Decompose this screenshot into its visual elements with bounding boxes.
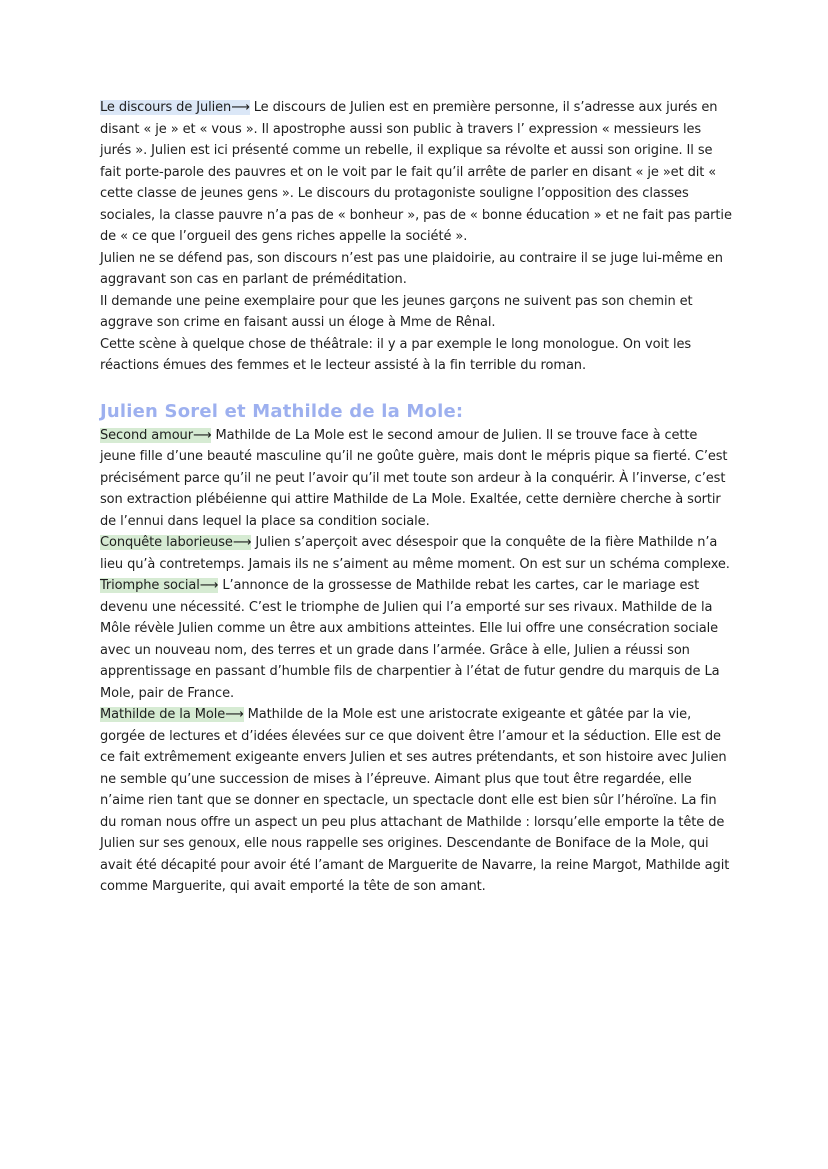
paragraph-triomphe bbox=[100, 575, 732, 704]
paragraph-text: Julien s’aperçoit avec désespoir que la conquête de la fière Mathilde n’a lieu qu’à contretemps. Jamais ils ne s’aiment au même moment. On est sur un schéma complexe. bbox=[100, 535, 730, 572]
paragraph-second-amour bbox=[100, 425, 732, 533]
document-body bbox=[100, 97, 732, 898]
highlight-label-discours: Le discours de Julien⟶ bbox=[100, 100, 250, 115]
paragraph-theatre: Cette scène à quelque chose de théâtrale: il y a par exemple le long monologue. On voit les réactions émues des femmes et le lecteur assisté à la fin terrible du roman. bbox=[100, 336, 692, 373]
paragraph-defense: Julien ne se défend pas, son discours n’est pas une plaidoirie, au contraire il se juge lui-même en aggravant son cas en parlant de préméditation. bbox=[100, 250, 723, 287]
paragraph-text: Le discours de Julien est en première personne, il s’adresse aux jurés en disant « je » et « vous ». Il apostrophe aussi son public à travers l’ expression « messieurs les jurés ». Julien est ici présenté comme un rebelle, il explique sa révolte et aussi son origine. Il se fait porte-parole des pauvres et on le voit par le fait qu’il arrête de parler en disant « je »et dit « cette classe de jeunes gens ». Le discours du protagoniste souligne l’opposition des classes sociales, la classe pauvre n’a pas de « bonheur », pas de « bonne éducation » et ne fait pas partie de « ce que l’orgueil des gens riches appelle la société ». bbox=[100, 100, 732, 244]
paragraph-mathilde bbox=[100, 704, 732, 898]
paragraph-text: L’annonce de la grossesse de Mathilde rebat les cartes, car le mariage est devenu une nécessité. C’est le triomphe de Julien qui l’a emporté sur ses rivaux. Mathilde de la Môle révèle Julien comme un être aux ambitions atteintes. Elle lui offre une consécration sociale avec un nouveau nom, des terres et un grade dans l’armée. Grâce à elle, Julien a réussi son apprentissage en passant d’humble fils de charpentier à l’état de futur gendre du marquis de La Mole, pair de France. bbox=[100, 578, 720, 701]
paragraph-text: Mathilde de la Mole est une aristocrate exigeante et gâtée par la vie, gorgée de lectures et d’idées élevées sur ce que doivent être l’amour et la séduction. Elle est de ce fait extrêmement exigeante envers Julien et ses autres prétendants, et son histoire avec Julien ne semble qu’une succession de mises à l’épreuve. Aimant plus que tout être regardée, elle n’aime rien tant que se donner en spectacle, un spectacle dont elle est bien sûr l’héroïne. La fin du roman nous offre un aspect un peu plus attachant de Mathilde : lorsqu’elle emporte la tête de Julien sur ses genoux, elle nous rappelle ses origines. Descendante de Boniface de la Mole, qui avait été décapité pour avoir été l’amant de Marguerite de Navarre, la reine Margot, Mathilde agit comme Marguerite, qui avait emporté la tête de son amant. bbox=[100, 707, 730, 894]
section-heading: Julien Sorel et Mathilde de la Mole: bbox=[100, 400, 464, 422]
paragraph-discours-julien bbox=[100, 97, 732, 248]
paragraph-text: Mathilde de La Mole est le second amour de Julien. Il se trouve face à cette jeune fille d’une beauté masculine qu’il ne goûte guère, mais dont le mépris pique sa fierté. C’est précisément parce qu’il ne peut l’avoir qu’il met toute son ardeur à la conquérir. À l’inverse, c’est son extraction plébéienne qui attire Mathilde de La Mole. Exaltée, cette dernière cherche à sortir de l’ennui dans lequel la place sa condition sociale. bbox=[100, 427, 728, 529]
highlight-label-mathilde: Mathilde de la Mole⟶ bbox=[100, 707, 244, 722]
paragraph-peine: Il demande une peine exemplaire pour que les jeunes garçons ne suivent pas son chemin et aggrave son crime en faisant aussi un éloge à Mme de Rênal. bbox=[100, 293, 693, 330]
highlight-label-conquete: Conquête laborieuse⟶ bbox=[100, 535, 252, 550]
highlight-label-triomphe: Triomphe social⟶ bbox=[100, 578, 219, 593]
highlight-label-second-amour: Second amour⟶ bbox=[100, 427, 212, 443]
paragraph-conquete bbox=[100, 532, 732, 575]
